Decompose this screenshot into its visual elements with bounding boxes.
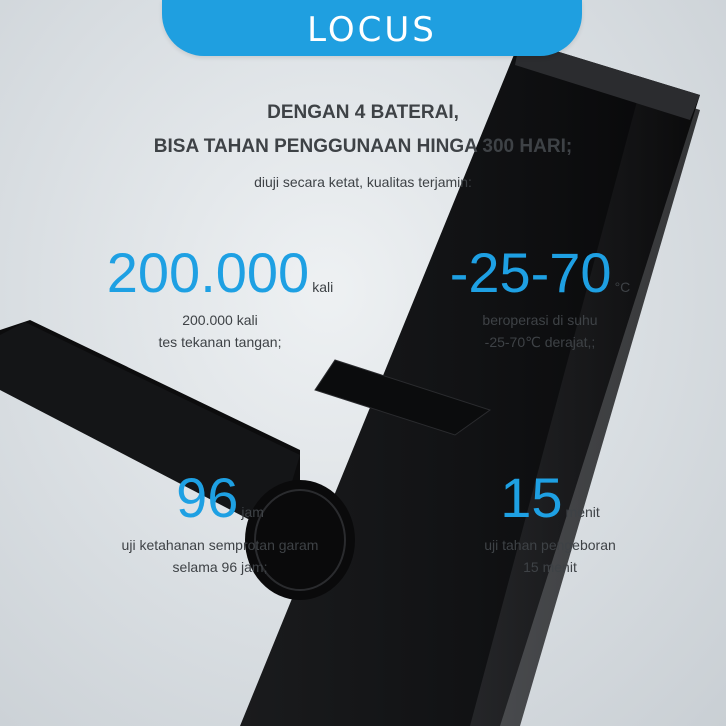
stat-desc-line-1: beroperasi di suhu: [482, 312, 598, 328]
brand-bar: [162, 0, 582, 56]
stat-unit: menit: [565, 504, 600, 520]
stat-desc-line-2: tes tekanan tangan;: [158, 334, 282, 350]
headline-line-1: DENGAN 4 BATERAI,: [267, 102, 459, 123]
brand-logo: LOCUS: [307, 10, 437, 50]
stat-description: [80, 309, 360, 353]
stat-value: -25-70: [449, 241, 612, 304]
stat-desc-line-1: uji ketahanan semprotan garam: [121, 537, 319, 553]
stat-unit: °C: [614, 279, 631, 295]
stat-unit: kali: [312, 279, 334, 295]
stat-salt-spray: [80, 466, 360, 578]
stat-unit: jam: [241, 504, 264, 520]
stat-description: [400, 309, 680, 353]
stat-desc-line-2: 15 menit: [523, 559, 577, 575]
headline-line-2: BISA TAHAN PENGGUNAAN HINGA 300 HARI;: [153, 136, 573, 157]
stat-drilling: [410, 466, 690, 578]
stat-desc-line-2: selama 96 jam;: [172, 559, 268, 575]
stat-description: [80, 534, 360, 578]
stat-temperature: [400, 241, 680, 353]
stat-value: 200.000: [106, 241, 310, 304]
stat-desc-line-1: 200.000 kali: [182, 312, 258, 328]
stat-desc-line-1: uji tahan pengeboran: [484, 537, 616, 553]
stat-value: 15: [500, 466, 563, 529]
stat-value: 96: [176, 466, 239, 529]
stat-description: [410, 534, 690, 578]
headline-subtitle: diuji secara ketat, kualitas terjamin:: [254, 174, 472, 190]
stat-desc-line-2: -25-70℃ derajat,;: [484, 334, 596, 350]
stat-pressure-test: [80, 241, 360, 353]
